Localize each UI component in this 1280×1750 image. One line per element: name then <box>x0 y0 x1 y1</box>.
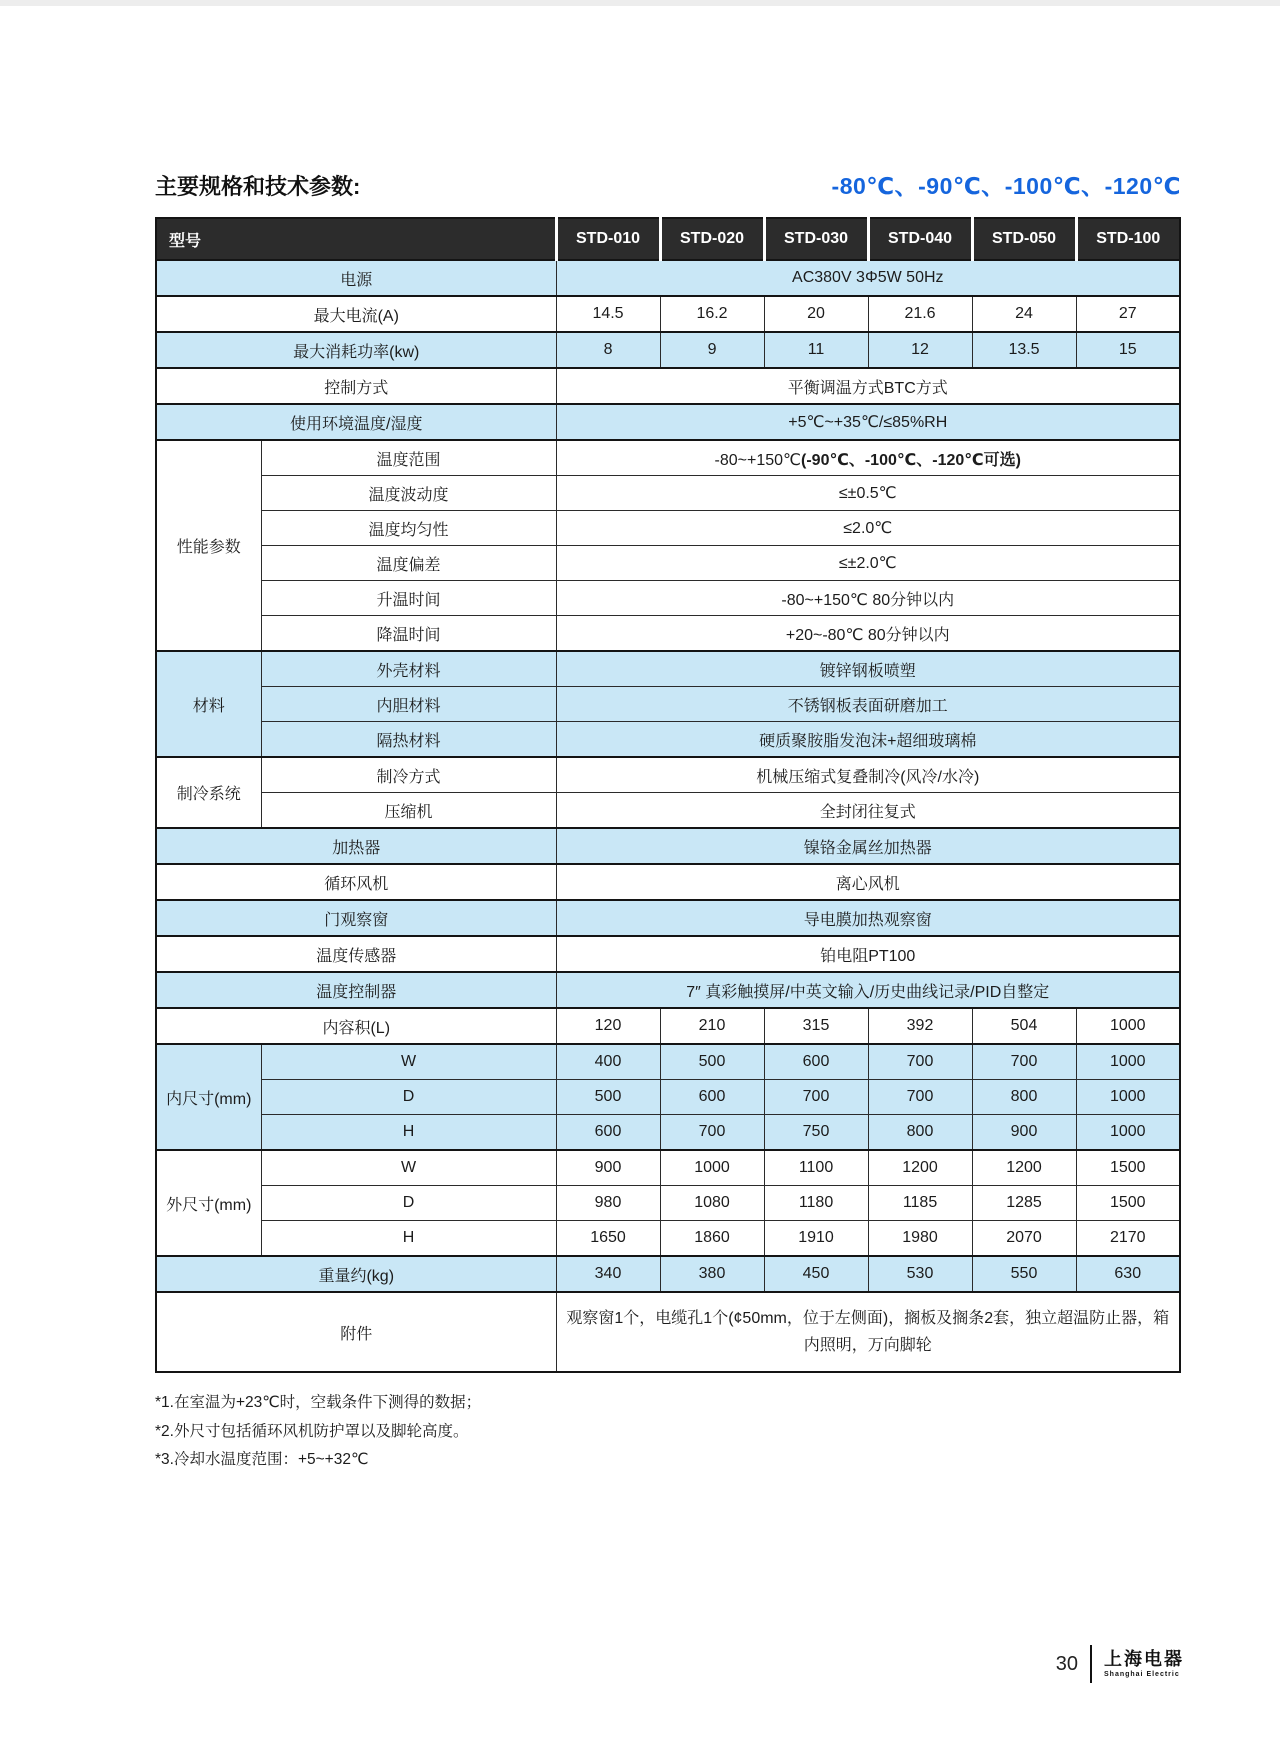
cell-value: 800 <box>972 1080 1076 1115</box>
brand-logo-chinese: 上海电器 <box>1104 1648 1184 1670</box>
cell-value: 400 <box>556 1044 660 1080</box>
page-number: 30 <box>1055 1652 1078 1675</box>
title-bar <box>155 168 1181 201</box>
cell-value: 11 <box>764 332 868 368</box>
cell-value: 800 <box>868 1115 972 1151</box>
sub-label: 温度偏差 <box>261 546 556 581</box>
row-label: 循环风机 <box>156 864 556 900</box>
row-label: 重量约(kg) <box>156 1256 556 1292</box>
row-heater <box>156 828 1180 864</box>
row-value: ≤±2.0℃ <box>556 546 1180 581</box>
cell-value: 392 <box>868 1008 972 1044</box>
spec-page <box>155 168 1181 1475</box>
row-label: 温度控制器 <box>156 972 556 1008</box>
cell-value: 1200 <box>972 1150 1076 1186</box>
row-ambient <box>156 404 1180 440</box>
cell-value: 21.6 <box>868 296 972 332</box>
row-value: 离心风机 <box>556 864 1180 900</box>
group-label: 材料 <box>156 651 261 757</box>
row-value: 全封闭往复式 <box>556 793 1180 829</box>
row-label: 控制方式 <box>156 368 556 404</box>
header-model: STD-030 <box>764 218 868 260</box>
cell-value: 1000 <box>660 1150 764 1186</box>
row-value: 铂电阻PT100 <box>556 936 1180 972</box>
sub-label: 内胆材料 <box>261 687 556 722</box>
row-control <box>156 368 1180 404</box>
temperature-options: -80℃、-90℃、-100℃、-120℃ <box>831 173 1181 199</box>
page-footer <box>1056 1645 1184 1683</box>
header-model-label: 型号 <box>156 218 556 260</box>
sub-label: 隔热材料 <box>261 722 556 758</box>
row-volume <box>156 1008 1180 1044</box>
cell-value: 600 <box>556 1115 660 1151</box>
sub-label: 温度均匀性 <box>261 511 556 546</box>
row-value: +5℃~+35℃/≤85%RH <box>556 404 1180 440</box>
row-value: 镀锌钢板喷塑 <box>556 651 1180 687</box>
scan-edge <box>0 0 1280 6</box>
cell-value: 450 <box>764 1256 868 1292</box>
page-title: 主要规格和技术参数: <box>155 174 361 199</box>
group-label: 性能参数 <box>156 440 261 651</box>
cell-value: 1185 <box>868 1186 972 1221</box>
row-value: -80~+150℃ 80分钟以内 <box>556 581 1180 616</box>
temp-range-options: (-90℃、-100℃、-120℃可选) <box>801 451 1021 469</box>
brand-logo <box>1104 1648 1184 1678</box>
cell-value: 1080 <box>660 1186 764 1221</box>
row-max-power <box>156 332 1180 368</box>
row-accessories <box>156 1292 1180 1372</box>
sub-label: 温度波动度 <box>261 476 556 511</box>
row-value: ≤±0.5℃ <box>556 476 1180 511</box>
row-performance <box>156 440 1180 476</box>
cell-value: 12 <box>868 332 972 368</box>
row-sensor <box>156 936 1180 972</box>
row-power <box>156 260 1180 296</box>
cell-value: 700 <box>764 1080 868 1115</box>
cell-value: 9 <box>660 332 764 368</box>
cell-value: 1000 <box>1076 1008 1180 1044</box>
cell-value: 980 <box>556 1186 660 1221</box>
footnote-3: *3.冷却水温度范围：+5~+32℃ <box>155 1451 369 1469</box>
row-refrigeration <box>156 757 1180 793</box>
row-outer-dims <box>156 1221 1180 1257</box>
group-label: 制冷系统 <box>156 757 261 828</box>
row-performance <box>156 511 1180 546</box>
row-performance <box>156 616 1180 652</box>
cell-value: 1860 <box>660 1221 764 1257</box>
row-max-current <box>156 296 1180 332</box>
row-controller <box>156 972 1180 1008</box>
sub-label: 温度范围 <box>261 440 556 476</box>
row-label: 电源 <box>156 260 556 296</box>
row-value: AC380V 3Φ5W 50Hz <box>556 260 1180 296</box>
sub-label: W <box>261 1044 556 1080</box>
sub-label: W <box>261 1150 556 1186</box>
cell-value: 340 <box>556 1256 660 1292</box>
footnote-2: *2.外尺寸包括循环风机防护罩以及脚轮高度。 <box>155 1422 469 1440</box>
cell-value: 15 <box>1076 332 1180 368</box>
cell-value: 750 <box>764 1115 868 1151</box>
cell-value: 700 <box>868 1044 972 1080</box>
row-label: 温度传感器 <box>156 936 556 972</box>
row-value: 镍铬金属丝加热器 <box>556 828 1180 864</box>
cell-value: 1910 <box>764 1221 868 1257</box>
cell-value: 13.5 <box>972 332 1076 368</box>
row-value: 平衡调温方式BTC方式 <box>556 368 1180 404</box>
sub-label: H <box>261 1221 556 1257</box>
row-value: 导电膜加热观察窗 <box>556 900 1180 936</box>
cell-value: 20 <box>764 296 868 332</box>
cell-value: 1650 <box>556 1221 660 1257</box>
row-value <box>556 440 1180 476</box>
row-inner-dims <box>156 1080 1180 1115</box>
table-header-row <box>156 218 1180 260</box>
cell-value: 1980 <box>868 1221 972 1257</box>
row-label: 最大电流(A) <box>156 296 556 332</box>
cell-value: 1500 <box>1076 1186 1180 1221</box>
row-label: 使用环境温度/湿度 <box>156 404 556 440</box>
cell-value: 14.5 <box>556 296 660 332</box>
row-value: 观察窗1个，电缆孔1个(¢50mm，位于左侧面)，搁板及搁条2套，独立超温防止器，箱内照明，万向脚轮 <box>556 1292 1180 1372</box>
header-model: STD-020 <box>660 218 764 260</box>
row-label: 加热器 <box>156 828 556 864</box>
sub-label: 压缩机 <box>261 793 556 829</box>
cell-value: 1100 <box>764 1150 868 1186</box>
cell-value: 900 <box>972 1115 1076 1151</box>
cell-value: 27 <box>1076 296 1180 332</box>
footer-divider <box>1090 1645 1092 1683</box>
cell-value: 600 <box>764 1044 868 1080</box>
cell-value: 8 <box>556 332 660 368</box>
header-model: STD-040 <box>868 218 972 260</box>
brand-logo-english: Shanghai Electric <box>1104 1670 1180 1678</box>
sub-label: D <box>261 1080 556 1115</box>
cell-value: 120 <box>556 1008 660 1044</box>
cell-value: 700 <box>972 1044 1076 1080</box>
row-material <box>156 687 1180 722</box>
cell-value: 2170 <box>1076 1221 1180 1257</box>
sub-label: 升温时间 <box>261 581 556 616</box>
cell-value: 530 <box>868 1256 972 1292</box>
cell-value: 700 <box>868 1080 972 1115</box>
row-value: 7″ 真彩触摸屏/中英文输入/历史曲线记录/PID自整定 <box>556 972 1180 1008</box>
cell-value: 1000 <box>1076 1080 1180 1115</box>
row-inner-dims <box>156 1115 1180 1151</box>
cell-value: 1000 <box>1076 1044 1180 1080</box>
row-refrigeration <box>156 793 1180 829</box>
cell-value: 1500 <box>1076 1150 1180 1186</box>
cell-value: 630 <box>1076 1256 1180 1292</box>
group-label: 外尺寸(mm) <box>156 1150 261 1256</box>
sub-label: 制冷方式 <box>261 757 556 793</box>
cell-value: 550 <box>972 1256 1076 1292</box>
row-material <box>156 651 1180 687</box>
row-label: 最大消耗功率(kw) <box>156 332 556 368</box>
row-performance <box>156 476 1180 511</box>
row-label: 门观察窗 <box>156 900 556 936</box>
row-door-window <box>156 900 1180 936</box>
sub-label: D <box>261 1186 556 1221</box>
row-label: 附件 <box>156 1292 556 1372</box>
cell-value: 16.2 <box>660 296 764 332</box>
cell-value: 504 <box>972 1008 1076 1044</box>
header-model: STD-050 <box>972 218 1076 260</box>
cell-value: 600 <box>660 1080 764 1115</box>
row-value: ≤2.0℃ <box>556 511 1180 546</box>
row-value: 硬质聚胺脂发泡沫+超细玻璃棉 <box>556 722 1180 758</box>
row-value: +20~-80℃ 80分钟以内 <box>556 616 1180 652</box>
row-label: 内容积(L) <box>156 1008 556 1044</box>
spec-table <box>155 217 1181 1373</box>
cell-value: 1180 <box>764 1186 868 1221</box>
group-label: 内尺寸(mm) <box>156 1044 261 1150</box>
cell-value: 500 <box>660 1044 764 1080</box>
cell-value: 315 <box>764 1008 868 1044</box>
row-inner-dims <box>156 1044 1180 1080</box>
cell-value: 1000 <box>1076 1115 1180 1151</box>
row-material <box>156 722 1180 758</box>
row-weight <box>156 1256 1180 1292</box>
row-outer-dims <box>156 1186 1180 1221</box>
row-value: 不锈钢板表面研磨加工 <box>556 687 1180 722</box>
row-performance <box>156 546 1180 581</box>
row-performance <box>156 581 1180 616</box>
sub-label: H <box>261 1115 556 1151</box>
row-value: 机械压缩式复叠制冷(风冷/水冷) <box>556 757 1180 793</box>
header-model: STD-010 <box>556 218 660 260</box>
cell-value: 900 <box>556 1150 660 1186</box>
sub-label: 外壳材料 <box>261 651 556 687</box>
cell-value: 1285 <box>972 1186 1076 1221</box>
cell-value: 1200 <box>868 1150 972 1186</box>
row-fan <box>156 864 1180 900</box>
footnote-1: *1.在室温为+23℃时，空载条件下测得的数据； <box>155 1394 482 1411</box>
sub-label: 降温时间 <box>261 616 556 652</box>
header-model: STD-100 <box>1076 218 1180 260</box>
cell-value: 380 <box>660 1256 764 1292</box>
cell-value: 500 <box>556 1080 660 1115</box>
cell-value: 210 <box>660 1008 764 1044</box>
cell-value: 24 <box>972 296 1076 332</box>
footnotes <box>155 1389 1181 1475</box>
temp-range-normal: -80~+150℃ <box>714 451 802 469</box>
row-outer-dims <box>156 1150 1180 1186</box>
cell-value: 700 <box>660 1115 764 1151</box>
cell-value: 2070 <box>972 1221 1076 1257</box>
